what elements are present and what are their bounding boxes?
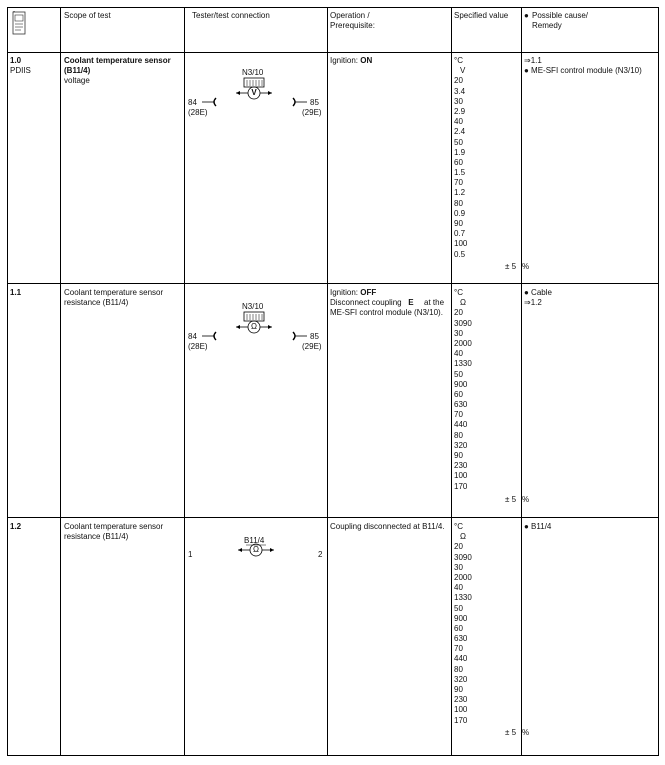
header-specified: Specified value (454, 11, 509, 20)
spec-value: 100 (454, 239, 468, 249)
spec-value: 50 (454, 369, 463, 379)
row-scope-detail: voltage (64, 76, 90, 85)
spec-value: 1.5 (454, 168, 466, 178)
header-remedy: Possible cause/ Remedy (532, 11, 589, 31)
row-divider (7, 52, 659, 53)
spec-value: 40 (454, 349, 463, 359)
left-pin: 84 (188, 98, 197, 107)
spec-value: 30 (454, 96, 463, 106)
spec-unit: °C (454, 56, 463, 65)
spec-value: 320 (454, 674, 468, 684)
column-divider (521, 7, 522, 756)
spec-value: 2.4 (454, 127, 466, 137)
row-number: 1.2 (10, 522, 22, 531)
spec-value: 170 (454, 715, 468, 725)
header-operation: Operation / Prerequisite: (330, 11, 375, 31)
spec-value: 30 (454, 328, 463, 338)
spec-value: 440 (454, 654, 468, 664)
operation-value: ON (360, 56, 373, 65)
spec-value: 3090 (454, 552, 472, 562)
right-pin: 2 (318, 550, 323, 559)
spec-value: 70 (454, 178, 463, 188)
right-pin-sub: (29E) (302, 108, 322, 117)
spec-value: 230 (454, 461, 468, 471)
spec-value: 1.2 (454, 188, 466, 198)
tolerance: ± 5 (505, 262, 517, 271)
component-label: B11/4 (244, 536, 265, 545)
spec-value: 320 (454, 440, 468, 450)
spec-value: 90 (454, 451, 463, 460)
spec-value: 70 (454, 644, 463, 654)
left-pin: 84 (188, 332, 197, 341)
remedy-line: ● Cable (524, 288, 552, 297)
left-pin-sub: (28E) (188, 108, 208, 117)
tester-connection-diagram (186, 300, 326, 360)
spec-value: 40 (454, 583, 463, 593)
spec-value: 170 (454, 481, 468, 491)
spec-unit: V (460, 66, 466, 76)
row-divider (7, 283, 659, 284)
spec-value: 20 (454, 76, 463, 86)
spec-value: 900 (454, 613, 468, 623)
operation-label: Ignition: (330, 56, 361, 65)
spec-value: 20 (454, 308, 463, 318)
spec-value: 630 (454, 634, 468, 644)
spec-value: 30 (454, 562, 463, 572)
tolerance: ± 5 (505, 728, 517, 737)
spec-unit: °C (454, 288, 463, 297)
tolerance-unit: % (522, 495, 530, 504)
remedy-line: ⇒1.2 (524, 298, 542, 307)
row-number: 1.0 (10, 56, 22, 65)
spec-value: 1330 (454, 359, 472, 369)
spec-value: 2000 (454, 572, 472, 582)
spec-value: 90 (454, 219, 463, 228)
operation-line: Disconnect coupling (330, 298, 402, 307)
spec-value: 80 (454, 430, 463, 440)
spec-value: 1.9 (454, 147, 466, 157)
operation-text (330, 288, 376, 298)
coupling-letter: E (408, 298, 414, 307)
spec-value: 90 (454, 685, 463, 694)
spec-unit: Ω (460, 532, 466, 542)
right-pin-sub: (29E) (302, 342, 322, 351)
spec-value: 630 (454, 400, 468, 410)
tester-connection-diagram (186, 532, 326, 572)
specified-values (454, 56, 467, 260)
spec-value: 2000 (454, 338, 472, 348)
header-bullet: ● (524, 11, 529, 20)
column-divider (60, 7, 61, 756)
operation-line: at the ME-SFI control module (N3/10). (330, 298, 445, 318)
module-label: N3/10 (242, 302, 264, 311)
remedy-line: ● ME-SFI control module (N3/10) (524, 66, 642, 75)
spec-value: 230 (454, 695, 468, 705)
tester-connection-diagram (186, 66, 326, 126)
row-code: PDIIS (10, 66, 31, 75)
spec-value: 3090 (454, 318, 472, 328)
row-scope-title: Coolant temperature sensor (B11/4) (64, 56, 171, 76)
meter-symbol: V (251, 88, 257, 97)
row-scope-title: Coolant temperature sensor resistance (B11/4) (64, 522, 164, 542)
spec-value: 0.7 (454, 229, 466, 239)
spec-value: 3.4 (454, 86, 466, 96)
spec-unit: Ω (460, 298, 466, 308)
tolerance-unit: % (522, 728, 530, 737)
spec-value: 100 (454, 471, 468, 481)
column-divider (451, 7, 452, 756)
specified-values (454, 288, 472, 492)
spec-value: 80 (454, 198, 463, 208)
row-number: 1.1 (10, 288, 22, 297)
spec-value: 60 (454, 623, 463, 633)
test-table (7, 7, 659, 756)
row-scope-title: Coolant temperature sensor resistance (B11/4) (64, 288, 164, 308)
operation-text (330, 56, 372, 66)
spec-value: 60 (454, 157, 463, 167)
row-divider (7, 517, 659, 518)
spec-value: 0.9 (454, 208, 466, 218)
spec-value: 100 (454, 705, 468, 715)
spec-value: 2.9 (454, 106, 466, 116)
left-pin: 1 (188, 550, 193, 559)
operation-value: OFF (360, 288, 377, 297)
spec-value: 40 (454, 117, 463, 127)
operation-label: Ignition: (330, 288, 361, 297)
spec-unit: °C (454, 522, 463, 531)
column-divider (184, 7, 185, 756)
spec-value: 900 (454, 379, 468, 389)
spec-value: 0.5 (454, 249, 466, 259)
meter-symbol: Ω (251, 322, 257, 331)
spec-value: 70 (454, 410, 463, 420)
spec-value: 20 (454, 542, 463, 552)
manual-book-icon (12, 11, 26, 35)
module-label: N3/10 (242, 68, 264, 77)
right-pin: 85 (310, 332, 319, 341)
spec-value: 1330 (454, 593, 472, 603)
tolerance: ± 5 (505, 495, 517, 504)
header-scope: Scope of test (64, 11, 111, 20)
spec-value: 440 (454, 420, 468, 430)
operation-text: Coupling disconnected at B11/4. (330, 522, 445, 531)
spec-value: 80 (454, 664, 463, 674)
spec-value: 50 (454, 603, 463, 613)
tolerance-unit: % (522, 262, 530, 271)
header-tester: Tester/test connection (192, 11, 270, 20)
left-pin-sub: (28E) (188, 342, 208, 351)
spec-value: 50 (454, 137, 463, 147)
spec-value: 60 (454, 389, 463, 399)
column-divider (327, 7, 328, 756)
right-pin: 85 (310, 98, 319, 107)
remedy-line: ⇒1.1 (524, 56, 542, 65)
meter-symbol: Ω (253, 545, 259, 554)
specified-values (454, 522, 472, 726)
remedy-line: ● B11/4 (524, 522, 552, 531)
